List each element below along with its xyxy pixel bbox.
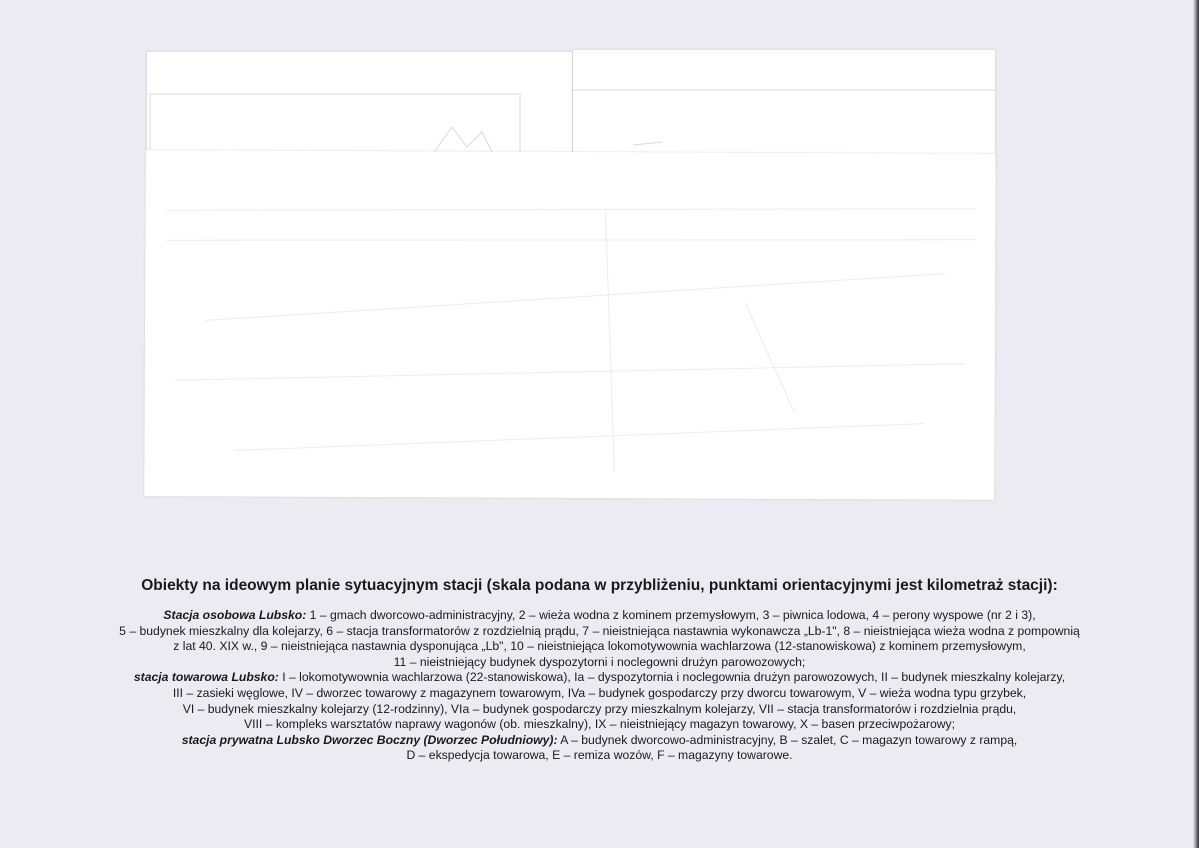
faint-map-lines-right <box>573 50 995 168</box>
folded-map-sheet-front <box>144 150 996 500</box>
legend-line: III – zasieki węglowe, IV – dworzec towarowy z magazynem towarowym, IVa – budynek gospodarczy przy dworcu towarowym, V – wieża wodna typu grzybek, <box>172 685 1027 700</box>
legend-line: z lat 40. XIX w., 9 – nieistniejąca nastawnia dysponująca „Lb", 10 – nieistniejąca lokomotywownia wachlarzowa (12-stanowiskowa) z kominem przemysłowym, <box>173 639 1026 654</box>
legend-text: I – lokomotywownia wachlarzowa (22-stanowiskowa), Ia – dyspozytornia i noclegownia drużyn parowozowych, II – budynek mieszkalny kolejarzy, <box>278 670 1066 685</box>
legend-line: VIII – kompleks warsztatów naprawy wagonów (ob. mieszkalny), IX – nieistniejący magazyn towarowy, X – basen przeciwpożarowy; <box>243 717 956 732</box>
folded-map-sheet-right <box>573 50 995 168</box>
legend-line: D – ekspedycja towarowa, E – remiza wozów, F – magazyny towarowe. <box>406 748 793 763</box>
legend-heading-passenger-station: Stacja osobowa Lubsko: <box>163 608 307 622</box>
legend-line <box>20 733 1179 749</box>
legend-line: 5 – budynek mieszkalny dla kolejarzy, 6 – stacja transformatorów z rozdzielnią prądu, 7 – nieistniejąca nastawnia wykonawcza „Lb-1", 8 – nieistniejąca wieża wodna z pompownią <box>119 623 1080 638</box>
faint-map-lines-front <box>144 150 996 500</box>
legend-line <box>20 670 1179 686</box>
legend-text: 1 – gmach dworcowo-administracyjny, 2 – wieża wodna z kominem przemysłowym, 3 – piwnica lodowa, 4 – perony wyspowe (nr 2 i 3), <box>306 608 1036 622</box>
legend-heading-private-station: stacja prywatna Lubsko Dworzec Boczny (Dworzec Południowy): <box>181 732 558 747</box>
legend-line <box>20 608 1179 624</box>
legend-text: A – budynek dworcowo-administracyjny, B – szalet, C – magazyn towarowy z rampą, <box>557 732 1018 747</box>
legend-line: VI – budynek mieszkalny kolejarzy (12-rodzinny), VIa – budynek gospodarczy przy mieszkalnym kolejarzy, VII – stacja transformatorów i rozdzielnia prądu, <box>182 701 1017 716</box>
caption-title: Obiekty na ideowym planie sytuacyjnym stacji (skala podana w przybliżeniu, punktami orientacyjnymi jest kilometraż stacji): <box>141 577 1058 594</box>
legend-line: 11 – nieistniejący budynek dyspozytorni i noclegowni drużyn parowozowych; <box>393 654 806 669</box>
legend-heading-freight-station: stacja towarowa Lubsko: <box>133 670 279 685</box>
legend <box>20 608 1179 764</box>
caption-block <box>20 577 1179 764</box>
scan-edge-shadow <box>1193 0 1199 848</box>
